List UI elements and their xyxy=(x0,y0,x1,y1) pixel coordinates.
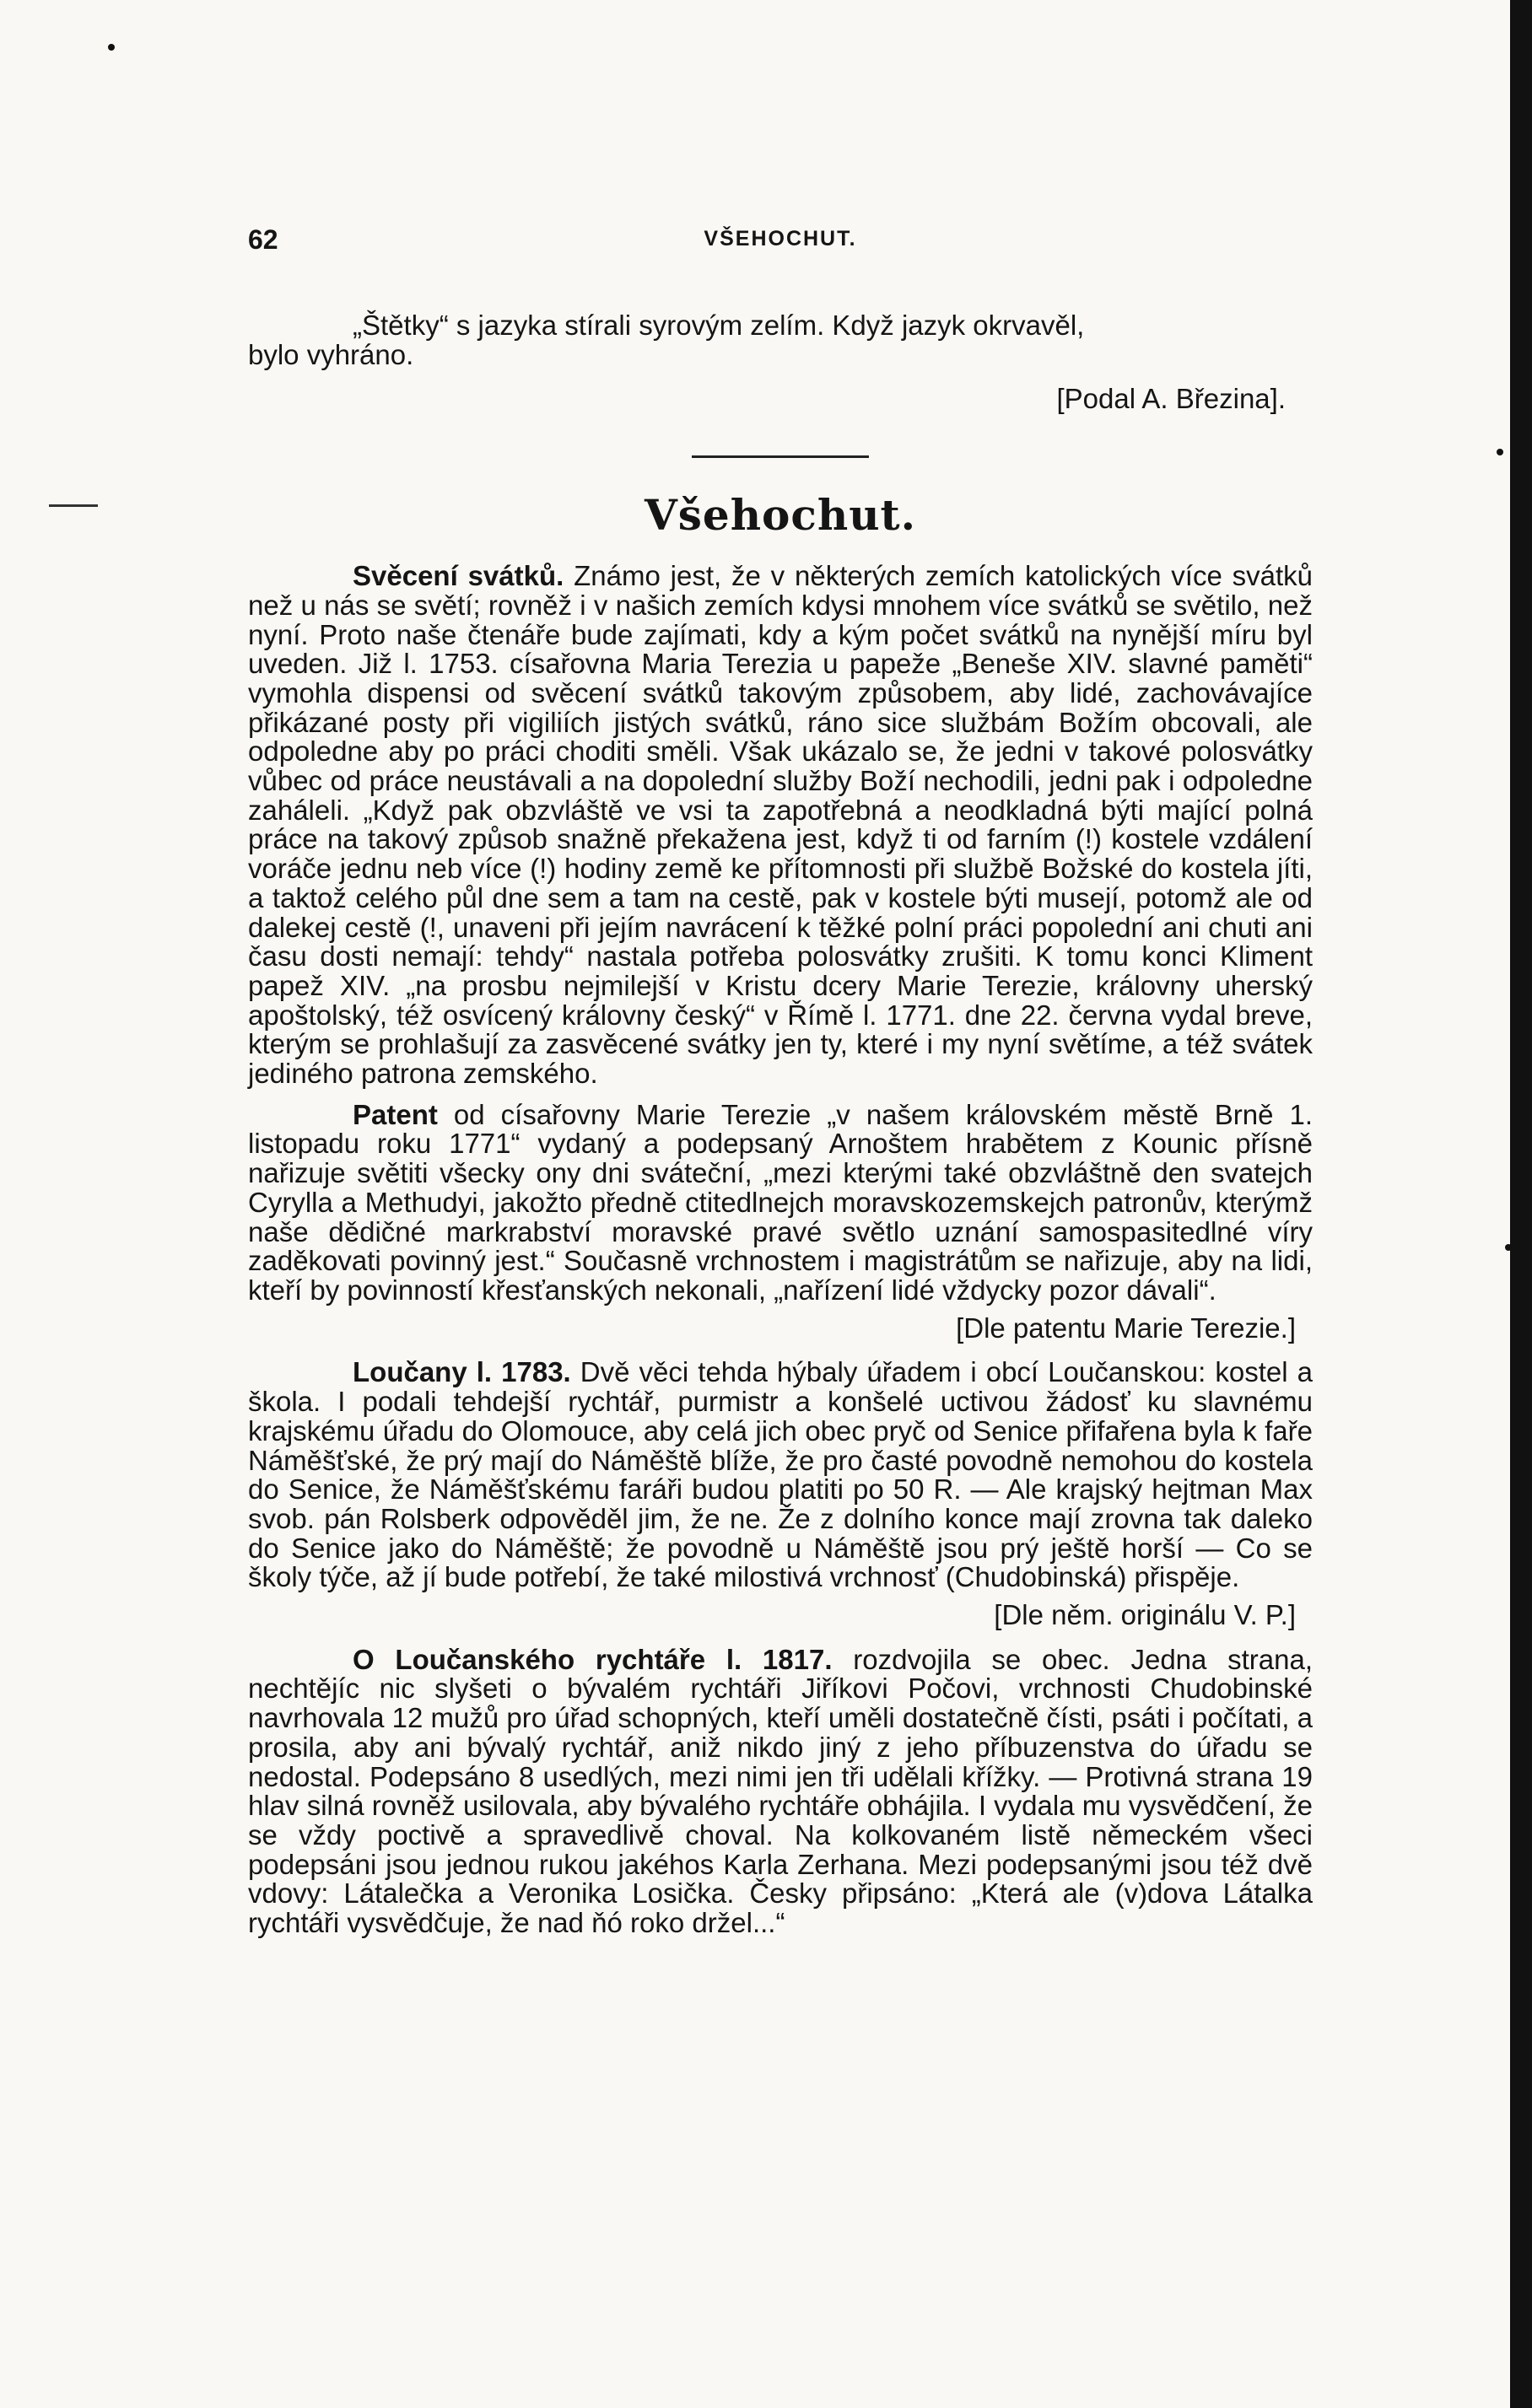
article-rychtar xyxy=(248,1643,1314,1939)
intro-line-2: bylo vyhráno. xyxy=(248,338,414,370)
article-heading: Svěcení svátků. xyxy=(353,560,564,592)
intro-source: [Podal A. Březina]. xyxy=(1056,383,1286,415)
intro-text xyxy=(248,311,1313,414)
article-body: rozdvojila se obec. Jedna strana, nechtějíc nic slyšeti o bývalém rychtáři Jiříkovi Počovi, vrchnosti Chudobinské navrhovala 12 mužů pro úřad schopných, kteří uměli dostatečně čísti, psáti i počítati, a prosila, aby ani bývalý rychtář, aniž nikdo jiný z jeho příbuzenstva do úřadu se nedostal. Podepsáno 8 usedlých, mezi nimi jen tři udělali křížky. — Protivná strana 19 hlav silná rovněž usilovala, aby bývalého rychtáře obhájila. I vydala mu vysvědčení, že se vždy poctivě a spravedlivě choval. Na kolkovaném listě německém všeci podepsáni jsou jednou rukou jakéhos Karla Zerhana. Mezi podepsanými jsou též dvě vdovy: Látalečka a Veronika Losička. Česky připsáno: „Která ale (v)dova Látalka rychtáři vysvědčuje, že nad ňó roko držel...“ xyxy=(248,1643,1314,1939)
article-patent xyxy=(248,1098,1313,1306)
left-margin-mark xyxy=(49,504,98,507)
article-source: [Dle patentu Marie Terezie.] xyxy=(956,1312,1296,1344)
speck-mark xyxy=(108,44,115,51)
article-heading: O Loučanského rychtáře l. 1817. xyxy=(353,1643,833,1675)
article-source: [Dle něm. originálu V. P.] xyxy=(994,1599,1296,1631)
speck-mark xyxy=(1505,1244,1512,1251)
page-content xyxy=(248,311,1313,1950)
section-title: Všehochut. xyxy=(644,490,917,541)
article-loucany xyxy=(248,1358,1313,1592)
article-body: od císařovny Marie Terezie „v našem královském městě Brně 1. listopadu roku 1771“ vydaný a podepsaný Arnoštem hrabětem z Kounic přísně nařizuje světiti všecky ony dni sváteční, „mezi kterými také obzvláštně den svatejch Cyrylla a Methudyi, jakožto předně ctitedlnejch moravskozemskejch patronův, kterýmž naše dědičné markrabství moravské pravé světlo uznání samospasitedlné víry zaděkovati povinný jest.“ Současně vrchnostem i magistrátům se nařizuje, aby na lidi, kteří by povinností křesťanských nekonali, „nařízení lidé vždycky pozor dávali“. xyxy=(248,1098,1313,1306)
section-divider xyxy=(692,455,869,458)
page-number: 62 xyxy=(248,224,278,255)
running-head: VŠEHOCHUT. xyxy=(704,227,857,250)
page-header xyxy=(248,224,1313,258)
article-svatky xyxy=(248,562,1313,1089)
intro-line-1: „Štětky“ s jazyka stírali syrovým zelím. Když jazyk okrvavěl, xyxy=(353,310,1085,341)
article-body: Známo jest, že v některých zemích katolických více svátků než u nás se světí; rovněž i v našich zemích kdysi mnohem více svátků se světilo, než nyní. Proto naše čtenáře bude zajímati, kdy a kým počet svátků na nynější míru byl uveden. Již l. 1753. císařovna Maria Terezia u papeže „Beneše XIV. slavné paměti“ vymohla dispensi od svěcení svátků takovým způsobem, aby lidé, zachovávajíce přikázané posty při vigiliích jistých svátků, ráno sice službám Božím obcovali, ale odpoledne aby po práci choditi směli. Však ukázalo se, že jedni v takové polosvátky vůbec od práce neustávali a na dopolední služby Boží nechodili, jedni pak i odpoledne zaháleli. „Když pak obzvláště ve vsi ta zapotřebná a neodkladná býti mající polná práce na takový způsob snažně překažena jest, když ti od farním (!) kostele vzdálení voráče jednu neb více (!) hodiny země ke přítomnosti při službě Božské do kostela jíti, a taktož celého půl dne sem a tam na cestě, pak v kostele býti musejí, potomž ale od dalekej cestě (!, unaveni při jejím navrácení k těžké polní práci popolední ani chuti ani času dosti nemají: tehdy“ nastala potřeba polosvátky zrušiti. K tomu konci Kliment papež XIV. „na prosbu nejmilejší v Kristu dcery Marie Terezie, královny uherský apoštolský, též osvícený královny český“ v Římě l. 1771. dne 22. června vydal breve, kterým se prohlašují za zasvěcené svátky jen ty, které i my nyní světíme, a též svátek jediného patrona zemského. xyxy=(248,560,1313,1090)
article-heading: Patent xyxy=(353,1098,438,1130)
page-edge-shadow xyxy=(1510,0,1532,2408)
speck-mark xyxy=(1497,449,1503,455)
article-body: Dvě věci tehda hýbaly úřadem i obcí Loučanskou: kostel a škola. I podali tehdejší rychtář, purmistr a konšelé uctivou žádosť ku slavnému krajskému úřadu do Olomouce, aby celá jich obec pryč od Senice přifařena byla k faře Náměšťské, že prý mají do Náměště blíže, že pro časté povodně nemohou do kostela do Senice, že Náměšťskému faráři budou platiti po 50 R. — Ale krajský hejtman Max svob. pán Rolsberk odpověděl jim, že ne. Že z dolního konce mají zrovna tak daleko do Senice jako do Náměště; že povodně u Náměště jsou prý ještě horší — Co se školy týče, až jí bude potřebí, že také milostivá vrchnosť (Chudobinská) přispěje. xyxy=(248,1356,1313,1593)
article-heading: Loučany l. 1783. xyxy=(353,1356,571,1388)
